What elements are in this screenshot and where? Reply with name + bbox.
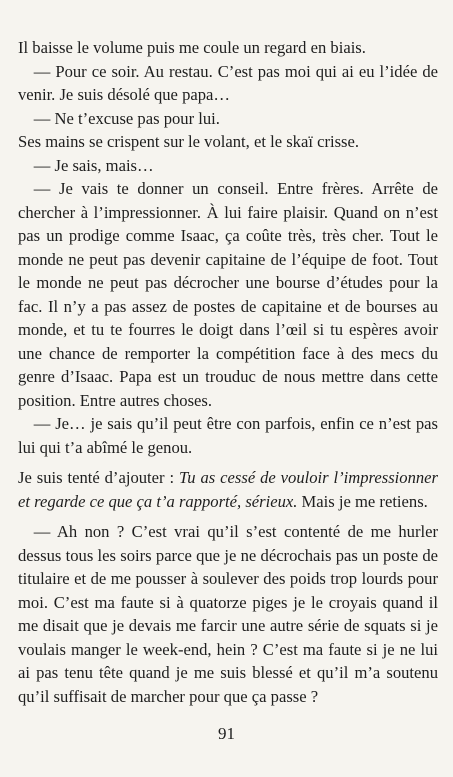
paragraph-4: Ses mains se crispent sur le volant, et le skaï crisse.: [18, 132, 360, 151]
paragraph-8-lead: Je suis tenté d’ajouter :: [18, 468, 179, 487]
paragraph-2: — Pour ce soir. Au restau. C’est pas moi qui ai eu l’idée de venir. Je suis désolé que papa…: [18, 61, 438, 104]
paragraph-9: — Ah non ? C’est vrai qu’il s’est contenté de me hurler dessus tous les soirs parce que je ne décrochais pas un poste de titulaire et de me pousser à soulever des poids trop lourds pour moi. C’est ma faute si à quatorze piges je le croyais quand il me disait que je devais me farcir une autre série de squats si je voulais manger le week-end, hein ? C’est ma faute si je ne lui ai pas tenu tête quand je me suis blessé et qu’il m’a soutenu qu’il suffisait de marcher pour que ça passe ?: [18, 522, 438, 706]
paragraph-8-tail: Mais je me retiens.: [297, 491, 428, 511]
page-number: 91: [218, 724, 235, 743]
paragraph-3: — Ne t’excuse pas pour lui.: [33, 108, 220, 128]
paragraph-5: — Je sais, mais…: [33, 155, 154, 175]
paragraph-1: Il baisse le volume puis me coule un regard en biais.: [18, 38, 366, 57]
paragraph-6: — Je vais te donner un conseil. Entre frères. Arrête de chercher à l’impressionner. À lui faire plaisir. Quand on n’est pas un prodige comme Isaac, ça coûte très, très cher. Tout le monde ne peut pas devenir capitaine de l’équipe de foot. Tout le monde ne peut pas décrocher une bourse d’études pour la fac. Il n’y a pas assez de postes de capitaine et de bourses au monde, et tu te fourres le doigt dans l’œil si tu espères avoir une chance de remporter la compétition face à des mecs du genre d’Isaac. Papa est un trouduc de nous mettre dans cette position. Entre autres choses.: [18, 179, 438, 410]
paragraph-8: [18, 466, 438, 513]
paragraph-7: — Je… je sais qu’il peut être con parfois, enfin ce n’est pas lui qui t’a abîmé le genou.: [18, 414, 438, 457]
paragraph-8-italic-thought: Tu as cessé de vouloir l’impressionner et regarde ce que ça t’a rapporté, sérieux.: [18, 468, 439, 511]
body-text: [18, 36, 438, 708]
